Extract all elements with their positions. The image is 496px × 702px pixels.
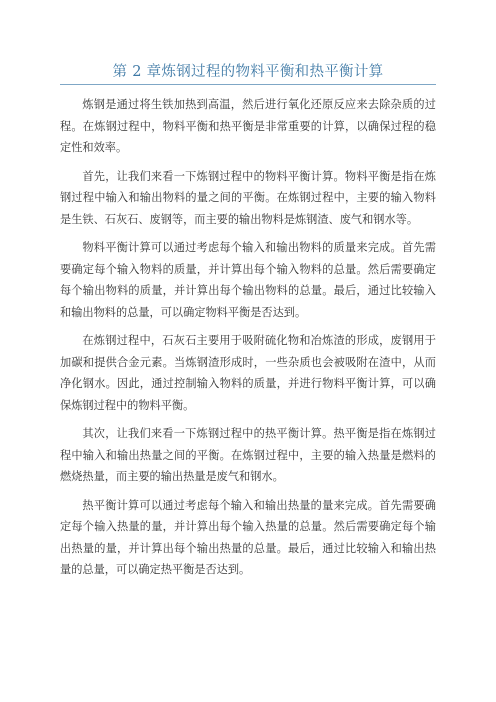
paragraph-intro: 炼钢是通过将生铁加热到高温，然后进行氧化还原反应来去除杂质的过程。在炼钢过程中，物料平衡和热平衡是非常重要的计算，以确保过程的稳定性和效率。 [60, 98, 436, 154]
paragraph-heat-balance-definition: 其次，让我们来看一下炼钢过程中的热平衡计算。热平衡是指在炼钢过程中输入和输出热量之间的平衡。在炼钢过程中，主要的输入热量是燃料的燃烧热量，而主要的输出热量是废气和钢水。 [60, 427, 436, 483]
paragraph-limestone-scrap-role: 在炼钢过程中，石灰石主要用于吸附硫化物和冶炼渣的形成，废钢用于加碳和提供合金元素。当炼钢渣形成时，一些杂质也会被吸附在渣中，从而净化钢水。因此，通过控制输入物料的质量，并进行物料平衡计算，可以确保炼钢过程中的物料平衡。 [60, 334, 436, 412]
title-divider [60, 84, 436, 85]
paragraph-material-balance-definition: 首先，让我们来看一下炼钢过程中的物料平衡计算。物料平衡是指在炼钢过程中输入和输出物料的量之间的平衡。在炼钢过程中，主要的输入物料是生铁、石灰石、废钢等，而主要的输出物料是炼钢渣、废气和钢水等。 [60, 169, 436, 226]
paragraph-heat-balance-calculation: 热平衡计算可以通过考虑每个输入和输出热量的量来完成。首先需要确定每个输入热量的量，并计算出每个输入热量的总量。然后需要确定每个输出热量的量，并计算出每个输出热量的总量。最后，通过比较输入和输出热量的总量，可以确定热平衡是否达到。 [60, 498, 436, 576]
page-title: 第 2 章炼钢过程的物料平衡和热平衡计算 [112, 64, 384, 80]
paragraph-material-balance-calculation: 物料平衡计算可以通过考虑每个输入和输出物料的质量来完成。首先需要确定每个输入物料的质量，并计算出每个输入物料的总量。然后需要确定每个输出物料的质量，并计算出每个输出物料的总量。最后，通过比较输入和输出物料的总量，可以确定物料平衡是否达到。 [60, 241, 436, 319]
document-body [60, 94, 436, 588]
